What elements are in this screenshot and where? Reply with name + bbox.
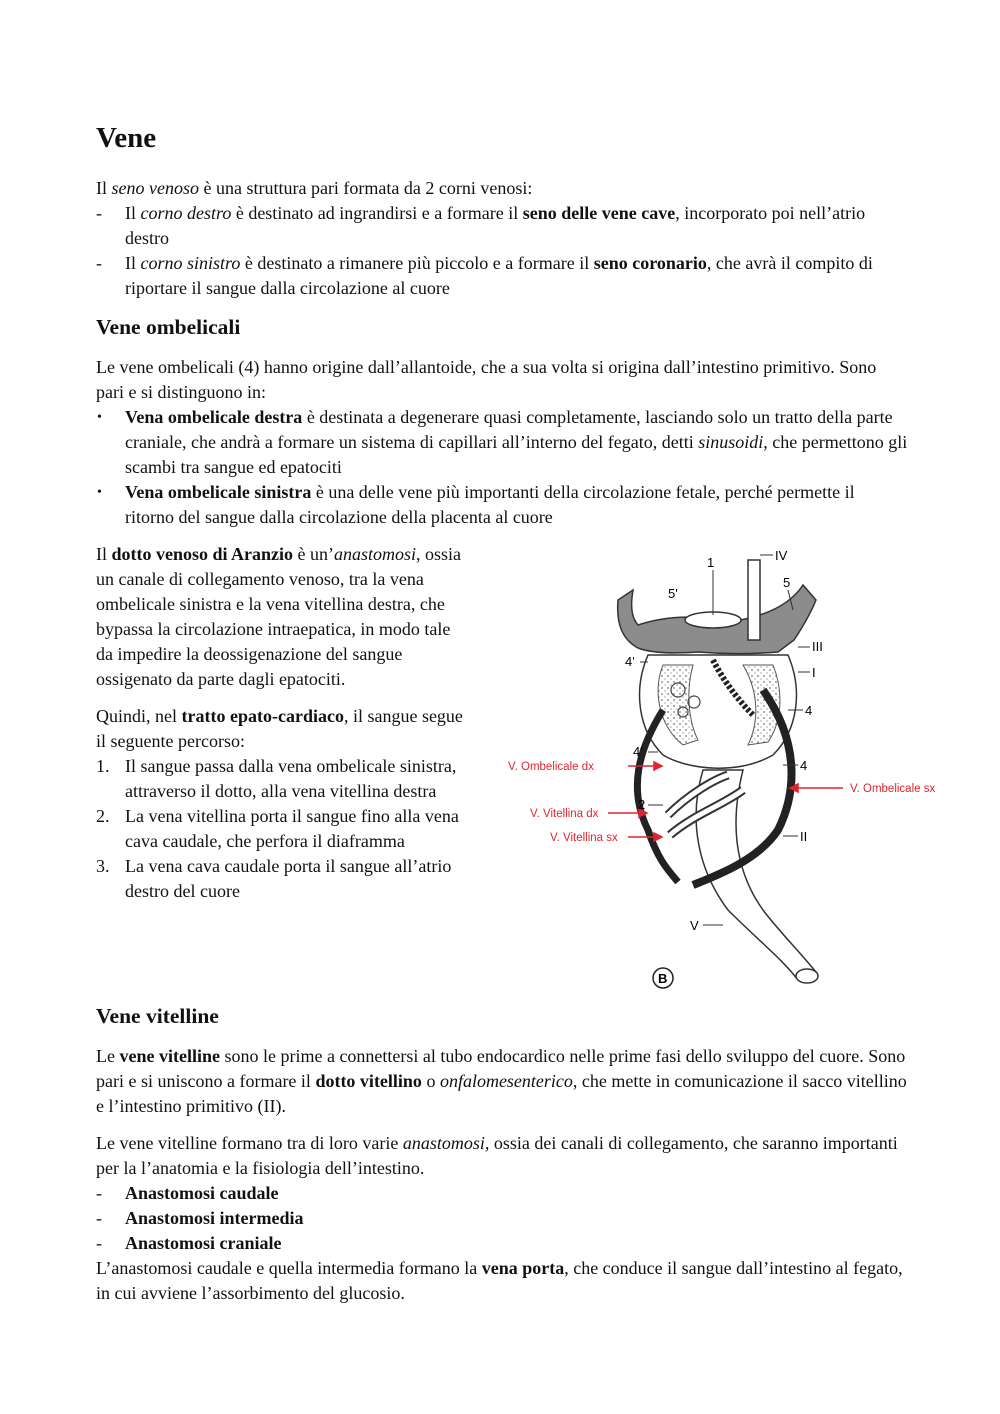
- percorso-paragraph: Quindi, nel tratto epato-cardiaco, il sangue segue il seguente percorso:: [96, 706, 463, 751]
- list-item: 2. La vena vitellina porta il sangue fino alla vena cava caudale, che perfora il diaframma: [96, 806, 459, 851]
- percorso-list: [96, 754, 466, 904]
- left-column: [96, 542, 466, 990]
- figure-label: 1: [707, 555, 715, 570]
- text-figure-row: [96, 542, 936, 990]
- figure-label: 4: [800, 758, 808, 773]
- vitelline-paragraph-3: L’anastomosi caudale e quella intermedia formano la vena porta, che conduce il sangue dall’intestino al fegato, in cui avviene l’assorbimento del glucosio.: [96, 1258, 903, 1303]
- section-heading-umbilical: Vene ombelicali: [96, 315, 241, 339]
- anastomosi-list: [96, 1181, 908, 1256]
- figure-label: IV: [775, 548, 788, 563]
- figure-label-red: V. Ombelicale sx: [850, 783, 936, 795]
- panel-label: B: [658, 971, 668, 986]
- figure-label: V: [690, 918, 699, 933]
- vitelline-paragraph-1: Le vene vitelline sono le prime a connettersi al tubo endocardico nelle prime fasi dello sviluppo del cuore. Sono pari e si uniscono a formare il dotto vitellino o onfalomesenterico, che mette in comunicazione il sacco vitellino e l’intestino primitivo (II).: [96, 1046, 907, 1116]
- list-item: - Il corno destro è destinato ad ingrandirsi e a formare il seno delle vene cave, incorporato poi nell’atrio destro: [96, 203, 866, 248]
- dotto-paragraph: Il dotto venoso di Aranzio è un’anastomosi, ossia un canale di collegamento venoso, tra la vena ombelicale sinistra e la vena vitellina destra, che bypassa la circolazione intraepatica, in modo tale da impedire la deossigenazione del sangue ossigenato da parte dagli epatociti.: [96, 544, 462, 689]
- figure-label: 5: [783, 575, 791, 590]
- figure-label: I: [812, 665, 816, 680]
- venous-anatomy-figure: [498, 530, 936, 990]
- figure-label: 4': [633, 744, 643, 759]
- intestine-opening: [796, 969, 818, 983]
- list-item: • Vena ombelicale destra è destinata a degenerare quasi completamente, lasciando solo un tratto della parte craniale, che andrà a formare un sistema di capillari all’interno del fegato, detti sinusoidi, che permettono gli scambi tra sangue ed epatociti: [97, 407, 908, 477]
- vitelline-paragraph-2: Le vene vitelline formano tra di loro varie anastomosi, ossia dei canali di collegamento, che saranno importanti per la l’anatomia e la fisiologia dell’intestino.: [96, 1133, 898, 1178]
- section-heading-vitelline: Vene vitelline: [96, 1004, 219, 1028]
- document-content: [96, 120, 936, 1306]
- page-title: Vene: [96, 122, 157, 154]
- figure-label-red: V. Ombelicale dx: [508, 761, 594, 773]
- list-item: - Anastomosi intermedia: [96, 1208, 304, 1228]
- figure-label: III: [812, 639, 823, 654]
- figure-label: 5': [668, 586, 678, 601]
- intro-list: [96, 201, 908, 301]
- figure-label-red: V. Vitellina dx: [530, 808, 599, 820]
- vein-iv-shape: [748, 560, 760, 640]
- umbilical-intro: Le vene ombelicali (4) hanno origine dall’allantoide, che a sua volta si origina dall’intestino primitivo. Sono pari e si distinguono in:: [96, 357, 877, 402]
- list-item: - Anastomosi craniale: [96, 1233, 282, 1253]
- figure-label: 4': [625, 654, 635, 669]
- list-item: • Vena ombelicale sinistra è una delle vene più importanti della circolazione fetale, perché permette il ritorno del sangue dalla circolazione della placenta al cuore: [97, 482, 855, 527]
- figure-label: 2: [638, 797, 646, 812]
- figure-label: 4: [805, 703, 813, 718]
- list-item: 1. Il sangue passa dalla vena ombelicale sinistra, attraverso il dotto, alla vena vitellina destra: [96, 756, 457, 801]
- list-item: - Il corno sinistro è destinato a rimanere più piccolo e a formare il seno coronario, che avrà il compito di riportare il sangue dalla circolazione al cuore: [96, 253, 873, 298]
- intro-paragraph: Il seno venoso è una struttura pari formata da 2 corni venosi:: [96, 178, 533, 198]
- umbilical-list: [96, 405, 908, 530]
- list-item: 3. La vena cava caudale porta il sangue all’atrio destro del cuore: [96, 856, 452, 901]
- figure-label: II: [800, 829, 808, 844]
- figure-label-red: V. Vitellina sx: [550, 832, 618, 844]
- list-item: - Anastomosi caudale: [96, 1183, 279, 1203]
